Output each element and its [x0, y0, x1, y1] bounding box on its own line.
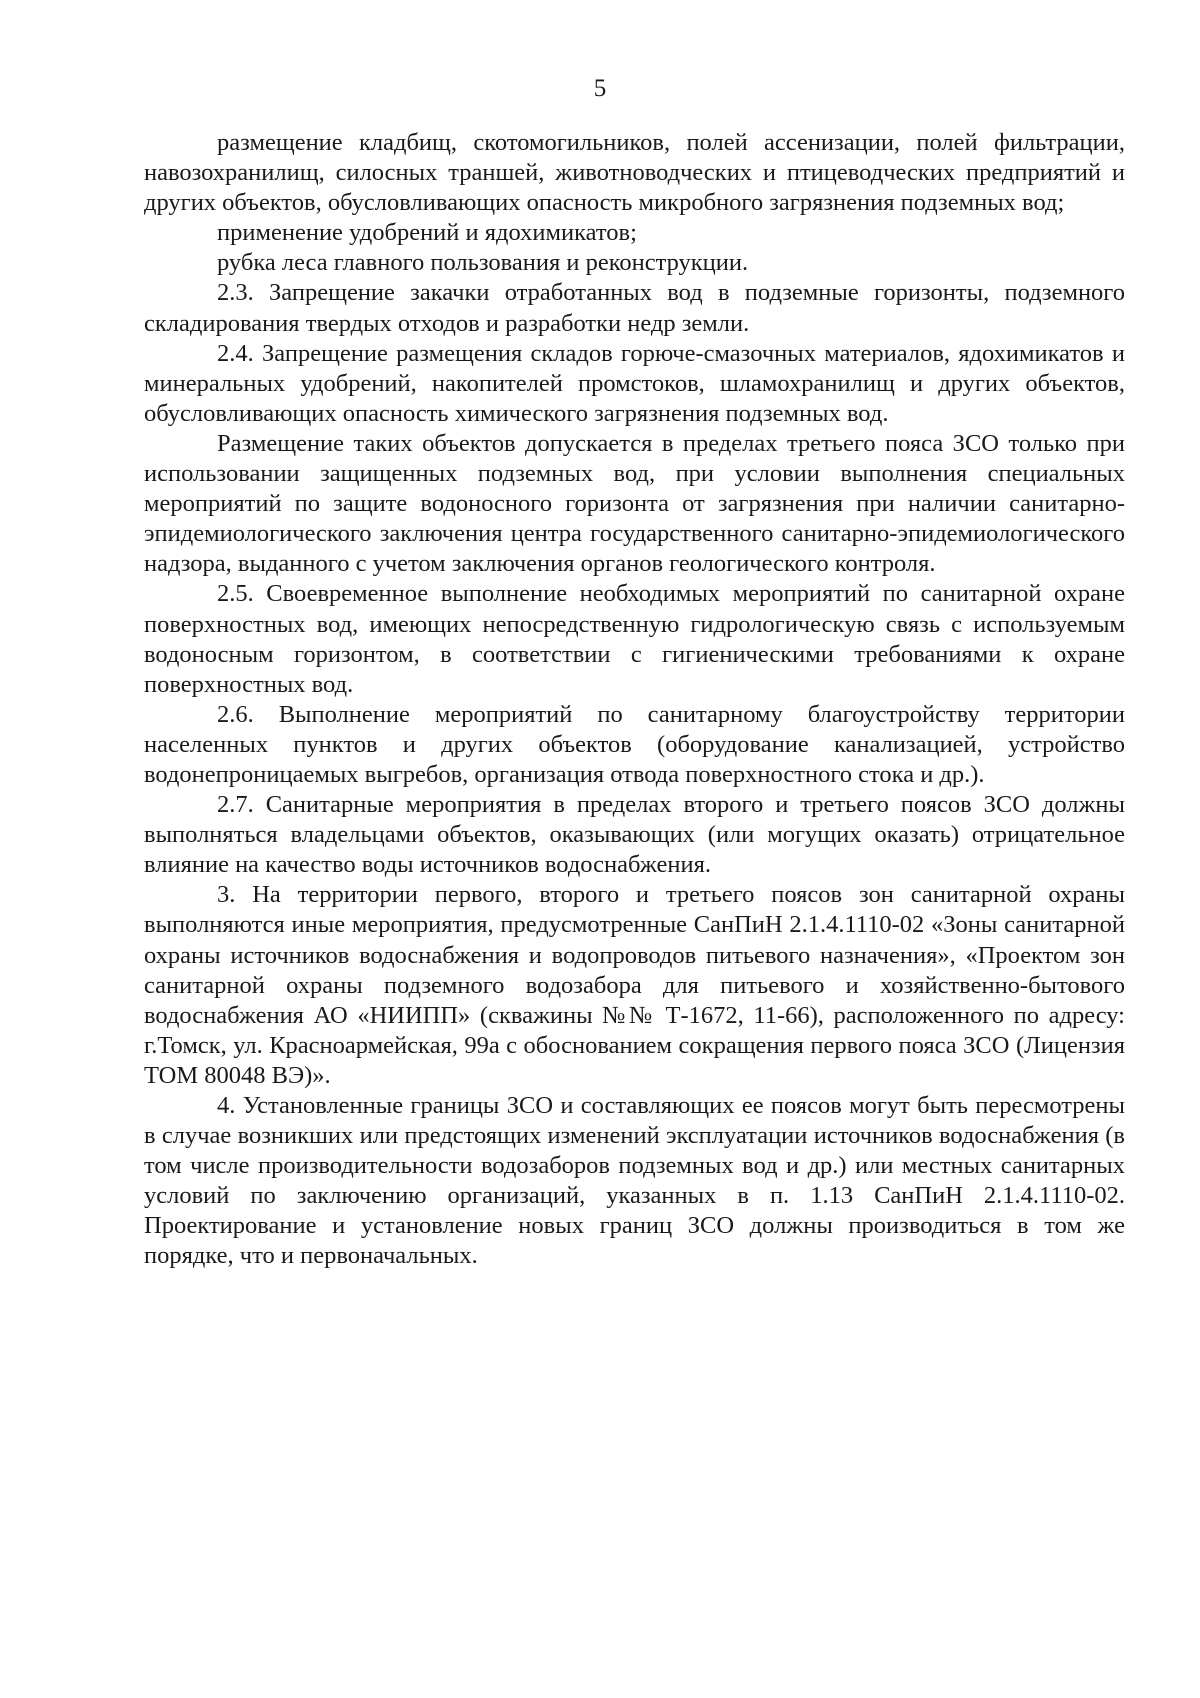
- paragraph-fertilizers: применение удобрений и ядохимикатов;: [217, 219, 637, 247]
- document-body: [144, 128, 1125, 1272]
- paragraph-2-4: 2.4. Запрещение размещения складов горюче-смазочных материалов, ядохимикатов и минеральных удобрений, накопителей промстоков, шламохранилищ и других объектов, обусловливающих опасность химического загрязнения подземных вод.: [144, 339, 1125, 427]
- paragraph-2-6: 2.6. Выполнение мероприятий по санитарному благоустройству территории населенных пунктов и других объектов (оборудование канализацией, устройство водонепроницаемых выгребов, организация отвода поверхностного стока и др.).: [144, 700, 1125, 788]
- paragraph-2-5: 2.5. Своевременное выполнение необходимых мероприятий по санитарной охране поверхностных вод, имеющих непосредственную гидрологическую связь с используемым водоносным горизонтом, в соответствии с гигиеническими требованиями к охране поверхностных вод.: [144, 580, 1125, 698]
- paragraph-4: 4. Установленные границы ЗСО и составляющих ее поясов могут быть пересмотрены в случае возникших или предстоящих изменений эксплуатации источников водоснабжения (в том числе производительности водозаборов подземных вод и др.) или местных санитарных условий по заключению организаций, указанных в п. 1.13 СанПиН 2.1.4.1110-02. Проектирование и установление новых границ ЗСО должны производиться в том же порядке, что и первоначальных.: [144, 1092, 1125, 1270]
- page-number: 5: [593, 75, 607, 102]
- paragraph-2-3: 2.3. Запрещение закачки отработанных вод в подземные горизонты, подземного складирования твердых отходов и разработки недр земли.: [144, 279, 1125, 337]
- paragraph-3: 3. На территории первого, второго и третьего поясов зон санитарной охраны выполняются иные мероприятия, предусмотренные СанПиН 2.1.4.1110-02 «Зоны санитарной охраны источников водоснабжения и водопроводов питьевого назначения», «Проектом зон санитарной охраны подземного водозабора для питьевого и хозяйственно-бытового водоснабжения АО «НИИПП» (скважины №№ Т-1672, 11-66), расположенного по адресу: г.Томск, ул. Красноармейская, 99а с обоснованием сокращения первого пояса ЗСО (Лицензия ТОМ 80048 ВЭ)».: [144, 881, 1125, 1089]
- paragraph-2-7: 2.7. Санитарные мероприятия в пределах второго и третьего поясов ЗСО должны выполняться владельцами объектов, оказывающих (или могущих оказать) отрицательное влияние на качество воды источников водоснабжения.: [144, 791, 1125, 879]
- paragraph-placement-list: размещение кладбищ, скотомогильников, полей ассенизации, полей фильтрации, навозохранилищ, силосных траншей, животноводческих и птицеводческих предприятий и других объектов, обусловливающих опасность микробного загрязнения подземных вод;: [144, 129, 1125, 217]
- paragraph-third-belt: Размещение таких объектов допускается в пределах третьего пояса ЗСО только при использовании защищенных подземных вод, при условии выполнения специальных мероприятий по защите водоносного горизонта от загрязнения при наличии санитарно-эпидемиологического заключения центра государственного санитарно-эпидемиологического надзора, выданного с учетом заключения органов геологического контроля.: [144, 429, 1125, 578]
- paragraph-logging: рубка леса главного пользования и реконструкции.: [217, 249, 749, 277]
